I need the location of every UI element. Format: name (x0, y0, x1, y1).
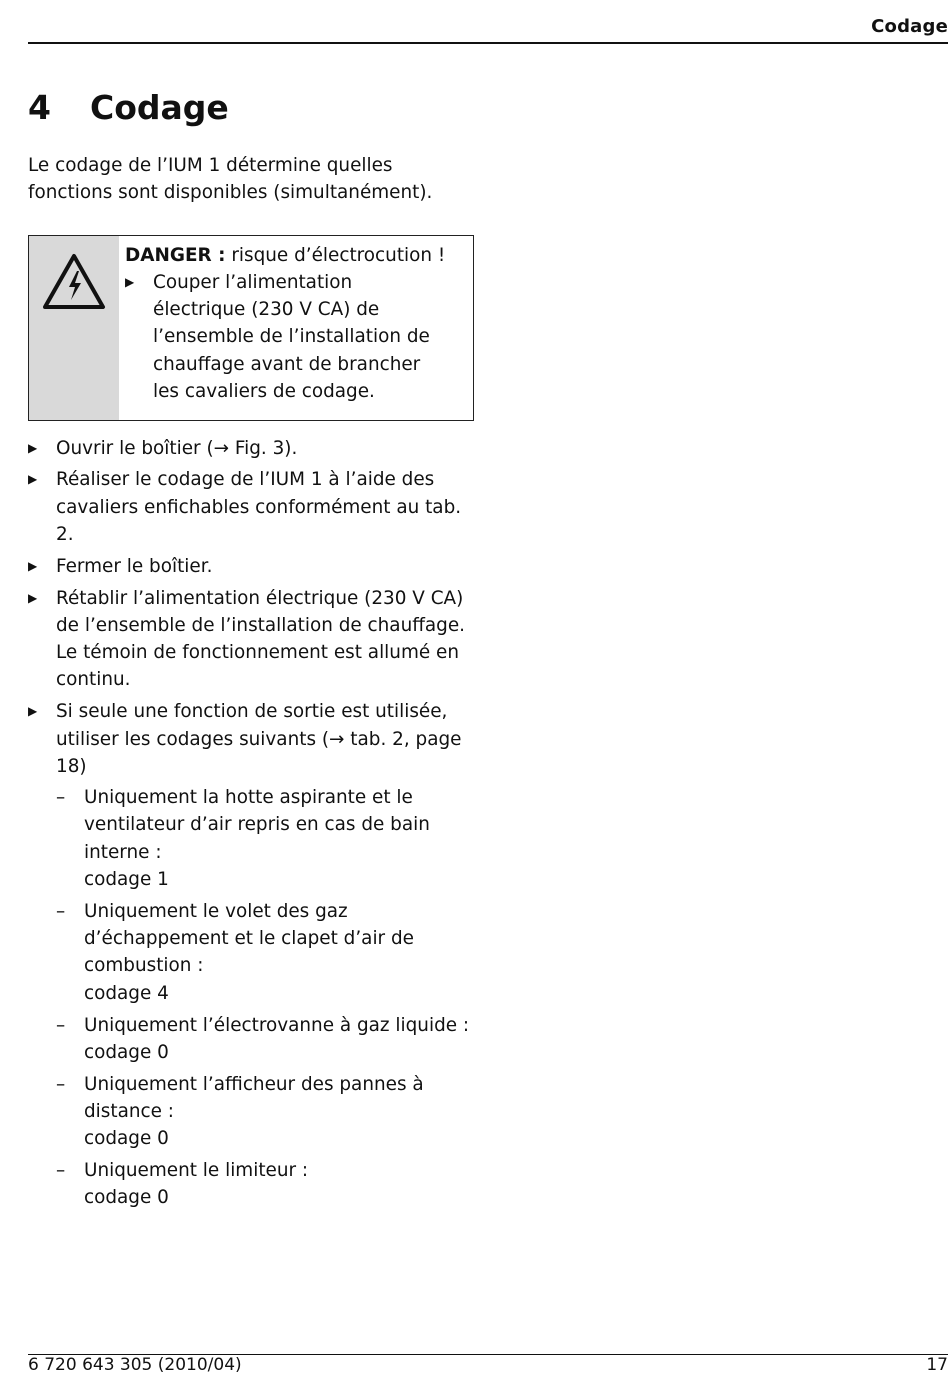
sub-item-text: Uniquement l’électrovanne à gaz liquide : (84, 1014, 470, 1036)
bullet-triangle-icon: ▶ (28, 590, 38, 605)
step-content (56, 585, 474, 694)
bullet-triangle-icon: ▶ (28, 704, 38, 719)
step-item (28, 435, 474, 462)
sub-item-code: codage 4 (84, 982, 169, 1004)
step-item (28, 585, 474, 694)
danger-heading (125, 242, 445, 269)
danger-step-text: Couper l’alimentation électrique (230 V CA) de l’ensemble de l’installation de chauffage avant de brancher les cavaliers de codage. (153, 271, 430, 403)
sub-item (56, 1012, 474, 1067)
chapter-number: 4 (28, 88, 51, 127)
danger-notice (28, 235, 474, 421)
electric-hazard-warning-icon (42, 252, 106, 312)
sub-item (56, 898, 474, 1007)
step-item (28, 553, 474, 580)
sub-item-text: Uniquement la hotte aspirante et le ventilateur d’air repris en cas de bain interne : (84, 787, 430, 863)
danger-step (125, 269, 445, 405)
sub-item-text: Uniquement l’afficheur des pannes à distance : (84, 1073, 424, 1122)
bullet-triangle-icon: ▶ (125, 274, 135, 289)
step-item (28, 466, 474, 548)
procedure-steps (28, 435, 474, 1217)
step-text: Ouvrir le boîtier (→ Fig. 3). (56, 437, 298, 459)
header-rule (28, 42, 948, 44)
step-result: Le témoin de fonctionnement est allumé en continu. (56, 642, 459, 691)
sub-item-code: codage 0 (84, 1041, 169, 1063)
danger-text: risque d’électrocution ! (231, 244, 446, 266)
danger-content (119, 236, 445, 420)
dash-bullet: – (56, 787, 66, 809)
dash-bullet: – (56, 1014, 66, 1036)
dash-bullet: – (56, 900, 66, 922)
sub-item (56, 784, 474, 893)
body-column (28, 152, 474, 1221)
sub-item-text: Uniquement le limiteur : (84, 1160, 309, 1182)
running-header-title: Codage (871, 16, 948, 37)
page-number: 17 (926, 1355, 948, 1375)
document-number: 6 720 643 305 (2010/04) (28, 1355, 242, 1375)
step-text: Rétablir l’alimentation électrique (230 V CA) de l’ensemble de l’installation de chauffage. (56, 587, 465, 636)
sub-item-text: Uniquement le volet des gaz d’échappement et le clapet d’air de combustion : (84, 900, 414, 977)
step-item (28, 698, 474, 1216)
bullet-triangle-icon: ▶ (28, 440, 38, 455)
danger-label: DANGER : (125, 244, 226, 266)
step-text: Fermer le boîtier. (56, 555, 213, 577)
coding-sublist (56, 784, 474, 1211)
intro-paragraph: Le codage de l’IUM 1 détermine quelles fonctions sont disponibles (simultanément). (28, 155, 433, 204)
bullet-triangle-icon: ▶ (28, 472, 38, 487)
sub-item-code: codage 0 (84, 1187, 169, 1209)
sub-item (56, 1071, 474, 1153)
sub-item-code: codage 1 (84, 869, 169, 891)
bullet-triangle-icon: ▶ (28, 558, 38, 573)
dash-bullet: – (56, 1160, 66, 1182)
sub-item (56, 1157, 474, 1212)
step-text: Si seule une fonction de sortie est utilisée, utiliser les codages suivants (→ tab. 2, page 18) (56, 701, 462, 777)
step-text: Réaliser le codage de l’IUM 1 à l’aide des cavaliers enfichables conformément au tab. 2. (56, 469, 462, 545)
sub-item-code: codage 0 (84, 1128, 169, 1150)
chapter-title: Codage (90, 88, 229, 127)
danger-icon-panel (29, 236, 119, 420)
step-content (56, 698, 474, 1216)
chapter-heading (28, 88, 229, 127)
dash-bullet: – (56, 1073, 66, 1095)
